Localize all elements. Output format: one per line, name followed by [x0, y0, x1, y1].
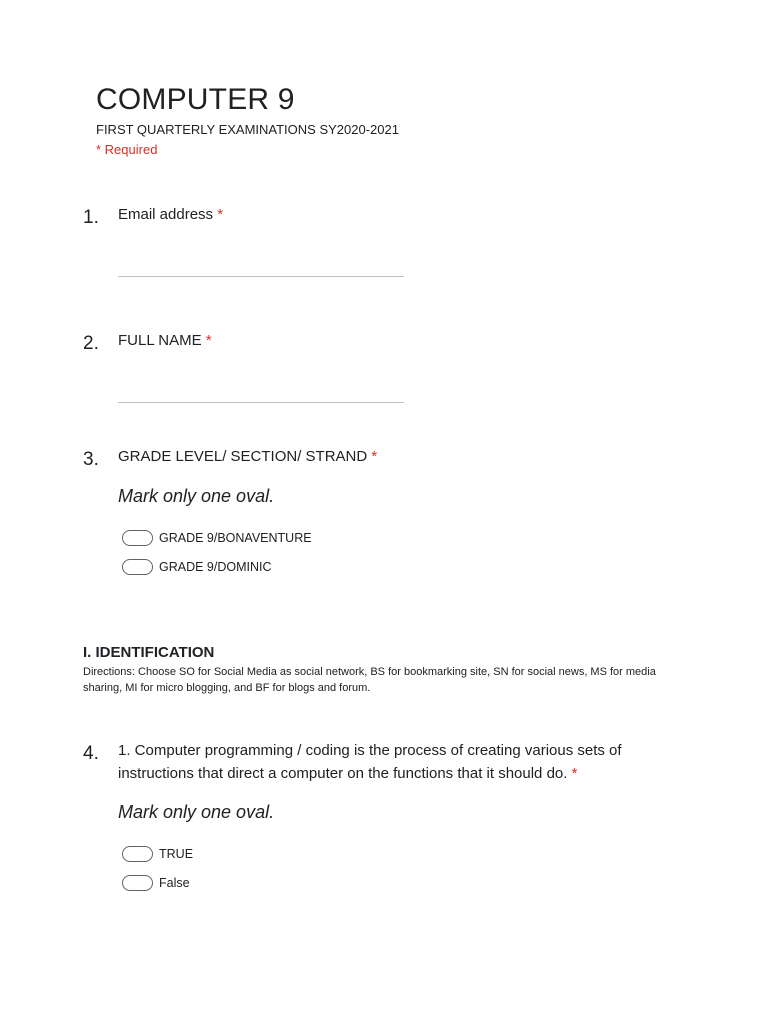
question-1-label: Email address	[118, 206, 214, 223]
question-1-number: 1.	[83, 207, 99, 228]
mark-one-oval-instruction: Mark only one oval.	[118, 486, 275, 506]
oval-radio[interactable]	[122, 875, 153, 891]
required-asterisk: *	[205, 332, 212, 349]
oval-radio[interactable]	[122, 530, 153, 546]
form-description: FIRST QUARTERLY EXAMINATIONS SY2020-2021	[96, 122, 399, 137]
required-asterisk: *	[371, 448, 378, 465]
required-asterisk: *	[571, 765, 578, 782]
question-1-title	[118, 203, 223, 226]
question-3-title	[118, 445, 377, 468]
option-label: TRUE	[159, 847, 194, 861]
question-2-label: FULL NAME	[118, 332, 202, 349]
option-true[interactable]	[122, 844, 193, 864]
option-false[interactable]	[122, 873, 190, 893]
option-label: GRADE 9/DOMINIC	[159, 560, 272, 574]
option-label: False	[159, 876, 190, 890]
mark-one-oval-instruction: Mark only one oval.	[118, 802, 275, 822]
question-4-title	[118, 739, 678, 785]
question-4-number: 4.	[83, 743, 99, 764]
section-title: I. IDENTIFICATION	[83, 644, 215, 661]
email-field[interactable]	[118, 276, 404, 277]
question-2-title	[118, 329, 212, 352]
question-4-label-line2: instructions that direct a computer on the functions that it should do.	[118, 765, 568, 782]
question-4-label-line1: 1. Computer programming / coding is the process of creating various sets of	[118, 742, 622, 759]
question-2-number: 2.	[83, 333, 99, 354]
option-grade-9-bonaventure[interactable]	[122, 528, 312, 548]
full-name-field[interactable]	[118, 402, 404, 403]
section-description: Directions: Choose SO for Social Media as social network, BS for bookmarking site, SN for social news, MS for media sharing, MI for micro blogging, and BF for blogs and forum.	[83, 666, 656, 694]
oval-radio[interactable]	[122, 559, 153, 575]
oval-radio[interactable]	[122, 846, 153, 862]
question-4-label-line2-wrap	[118, 762, 678, 785]
form-title: COMPUTER 9	[96, 83, 295, 116]
option-label: GRADE 9/BONAVENTURE	[159, 531, 312, 545]
required-note: * Required	[96, 142, 158, 157]
required-asterisk: *	[217, 206, 224, 223]
option-grade-9-dominic[interactable]	[122, 557, 272, 577]
question-3-label: GRADE LEVEL/ SECTION/ STRAND	[118, 448, 368, 465]
question-3-number: 3.	[83, 449, 99, 470]
